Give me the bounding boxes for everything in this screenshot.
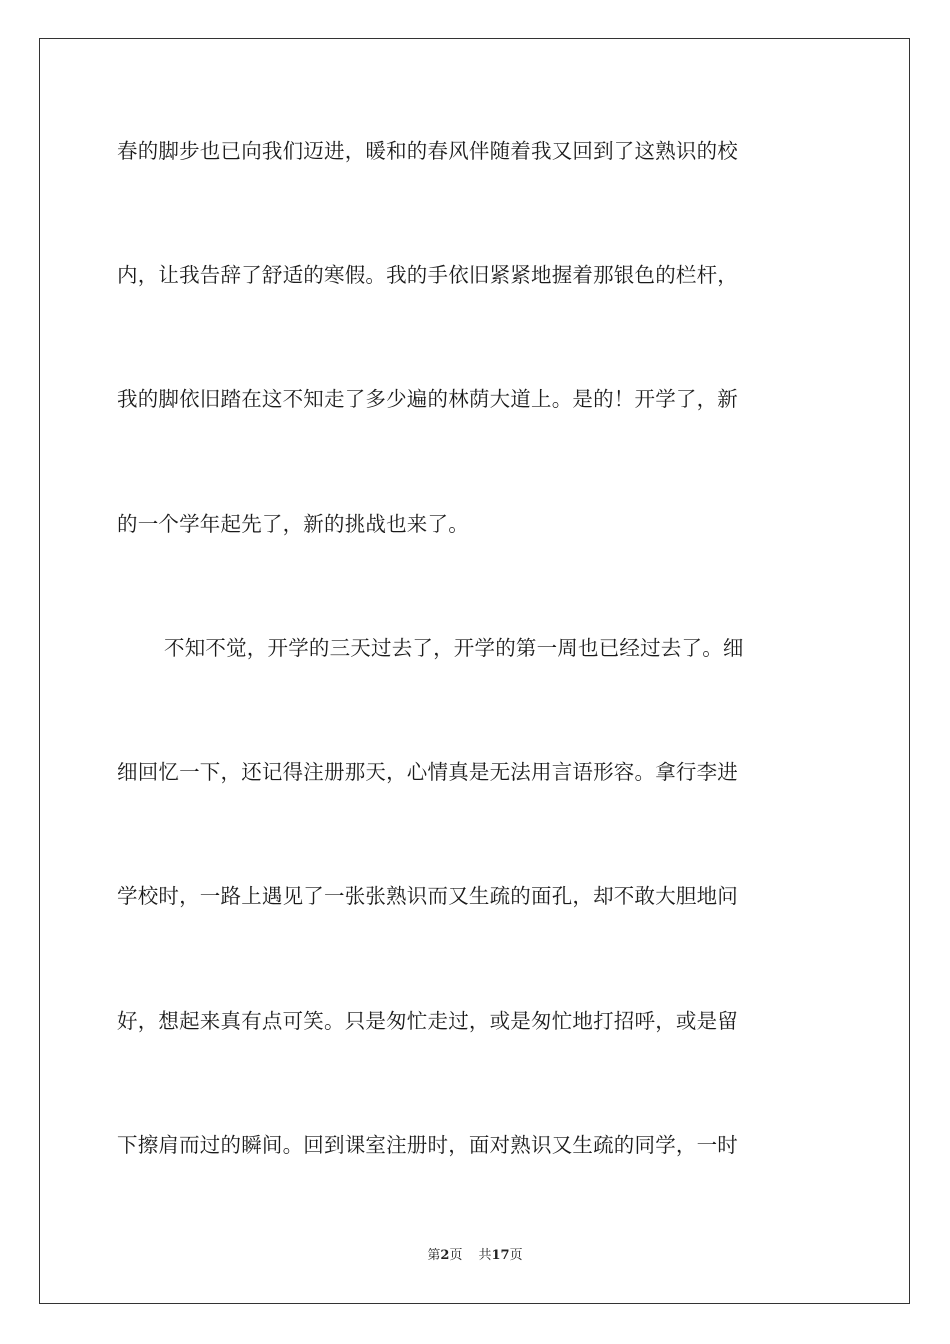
paragraph-2-line-2: 细回忆一下，还记得注册那天，心情真是无法用言语形容。拿行李进	[117, 760, 738, 784]
paragraph-1-line-1: 春的脚步也已向我们迈进，暖和的春风伴随着我又回到了这熟识的校	[117, 139, 738, 163]
footer-page-suffix: 页	[449, 1248, 463, 1263]
footer-page-number: 2	[440, 1248, 450, 1263]
page-frame	[39, 38, 910, 1304]
footer-total-pages: 17	[491, 1248, 510, 1263]
paragraph-1-line-3: 我的脚依旧踏在这不知走了多少遍的林荫大道上。是的！开学了，新	[117, 387, 738, 411]
footer-page-prefix: 第	[427, 1248, 441, 1263]
paragraph-2-line-1: 不知不觉，开学的三天过去了，开学的第一周也已经过去了。细	[164, 636, 744, 660]
paragraph-2-line-4: 好，想起来真有点可笑。只是匆忙走过，或是匆忙地打招呼，或是留	[117, 1009, 738, 1033]
paragraph-1-line-2: 内，让我告辞了舒适的寒假。我的手依旧紧紧地握着那银色的栏杆，	[117, 263, 738, 287]
footer-total-prefix: 共	[478, 1248, 492, 1263]
page-footer	[0, 1247, 950, 1265]
footer-total-suffix: 页	[509, 1248, 523, 1263]
paragraph-2-line-5: 下擦肩而过的瞬间。回到课室注册时，面对熟识又生疏的同学，一时	[117, 1133, 738, 1157]
paragraph-1-line-4: 的一个学年起先了，新的挑战也来了。	[117, 512, 469, 536]
paragraph-2-line-3: 学校时，一路上遇见了一张张熟识而又生疏的面孔，却不敢大胆地问	[117, 884, 738, 908]
